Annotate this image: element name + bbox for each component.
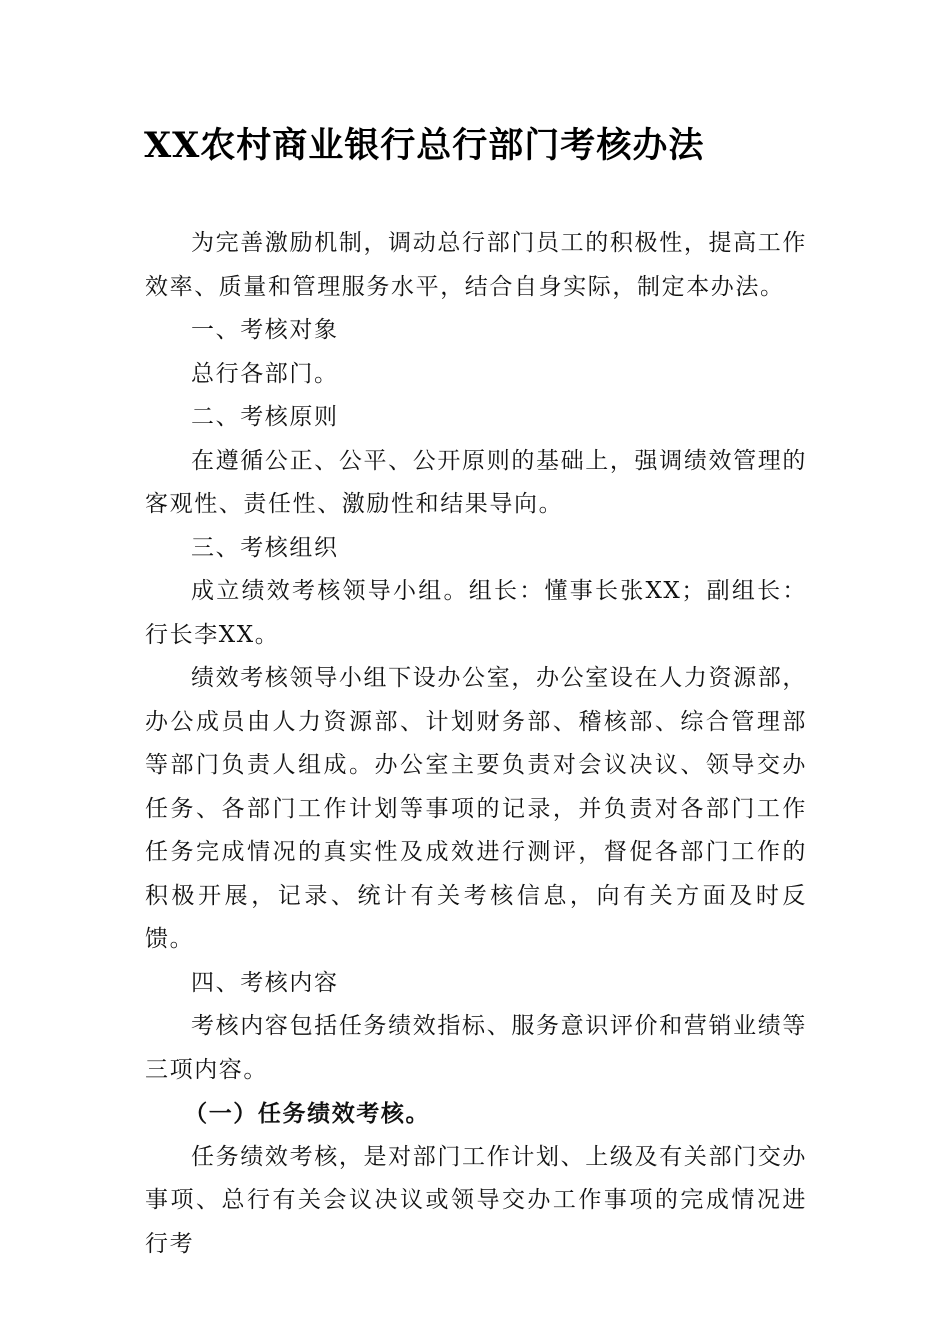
document-title: XX农村商业银行总行部门考核办法 — [144, 125, 705, 166]
section-heading-assessment-target: 一、考核对象 — [191, 317, 339, 343]
intro-paragraph: 为完善激励机制，调动总行部门员工的积极性，提高工作效率、质量和管理服务水平，结合自身实际，制定本办法。 — [145, 230, 807, 300]
section-heading-assessment-principle: 二、考核原则 — [191, 404, 339, 430]
leadership-group-paragraph: 成立绩效考核领导小组。组长：懂事长张XX；副组长：行长李XX。 — [145, 578, 807, 648]
task-performance-paragraph: 任务绩效考核，是对部门工作计划、上级及有关部门交办事项、总行有关会议决议或领导交办工作事项的完成情况进行考 — [145, 1143, 807, 1257]
assessment-principle-paragraph: 在遵循公正、公平、公开原则的基础上，强调绩效管理的客观性、责任性、激励性和结果导向。 — [145, 447, 807, 517]
sub-heading-task-performance: （一）任务绩效考核。 — [184, 1100, 431, 1127]
section-heading-assessment-content: 四、考核内容 — [191, 969, 339, 996]
section-heading-assessment-organization: 三、考核组织 — [191, 534, 339, 561]
assessment-content-paragraph: 考核内容包括任务绩效指标、服务意识评价和营销业绩等三项内容。 — [145, 1013, 807, 1083]
assessment-target-paragraph: 总行各部门。 — [191, 360, 339, 387]
document-body — [145, 222, 807, 1266]
office-duties-paragraph: 绩效考核领导小组下设办公室，办公室设在人力资源部，办公成员由人力资源部、计划财务部、稽核部、综合管理部等部门负责人组成。办公室主要负责对会议决议、领导交办任务、各部门工作计划等事项的记录，并负责对各部门工作任务完成情况的真实性及成效进行测评，督促各部门工作的积极开展，记录、统计有关考核信息，向有关方面及时反馈。 — [145, 665, 807, 952]
